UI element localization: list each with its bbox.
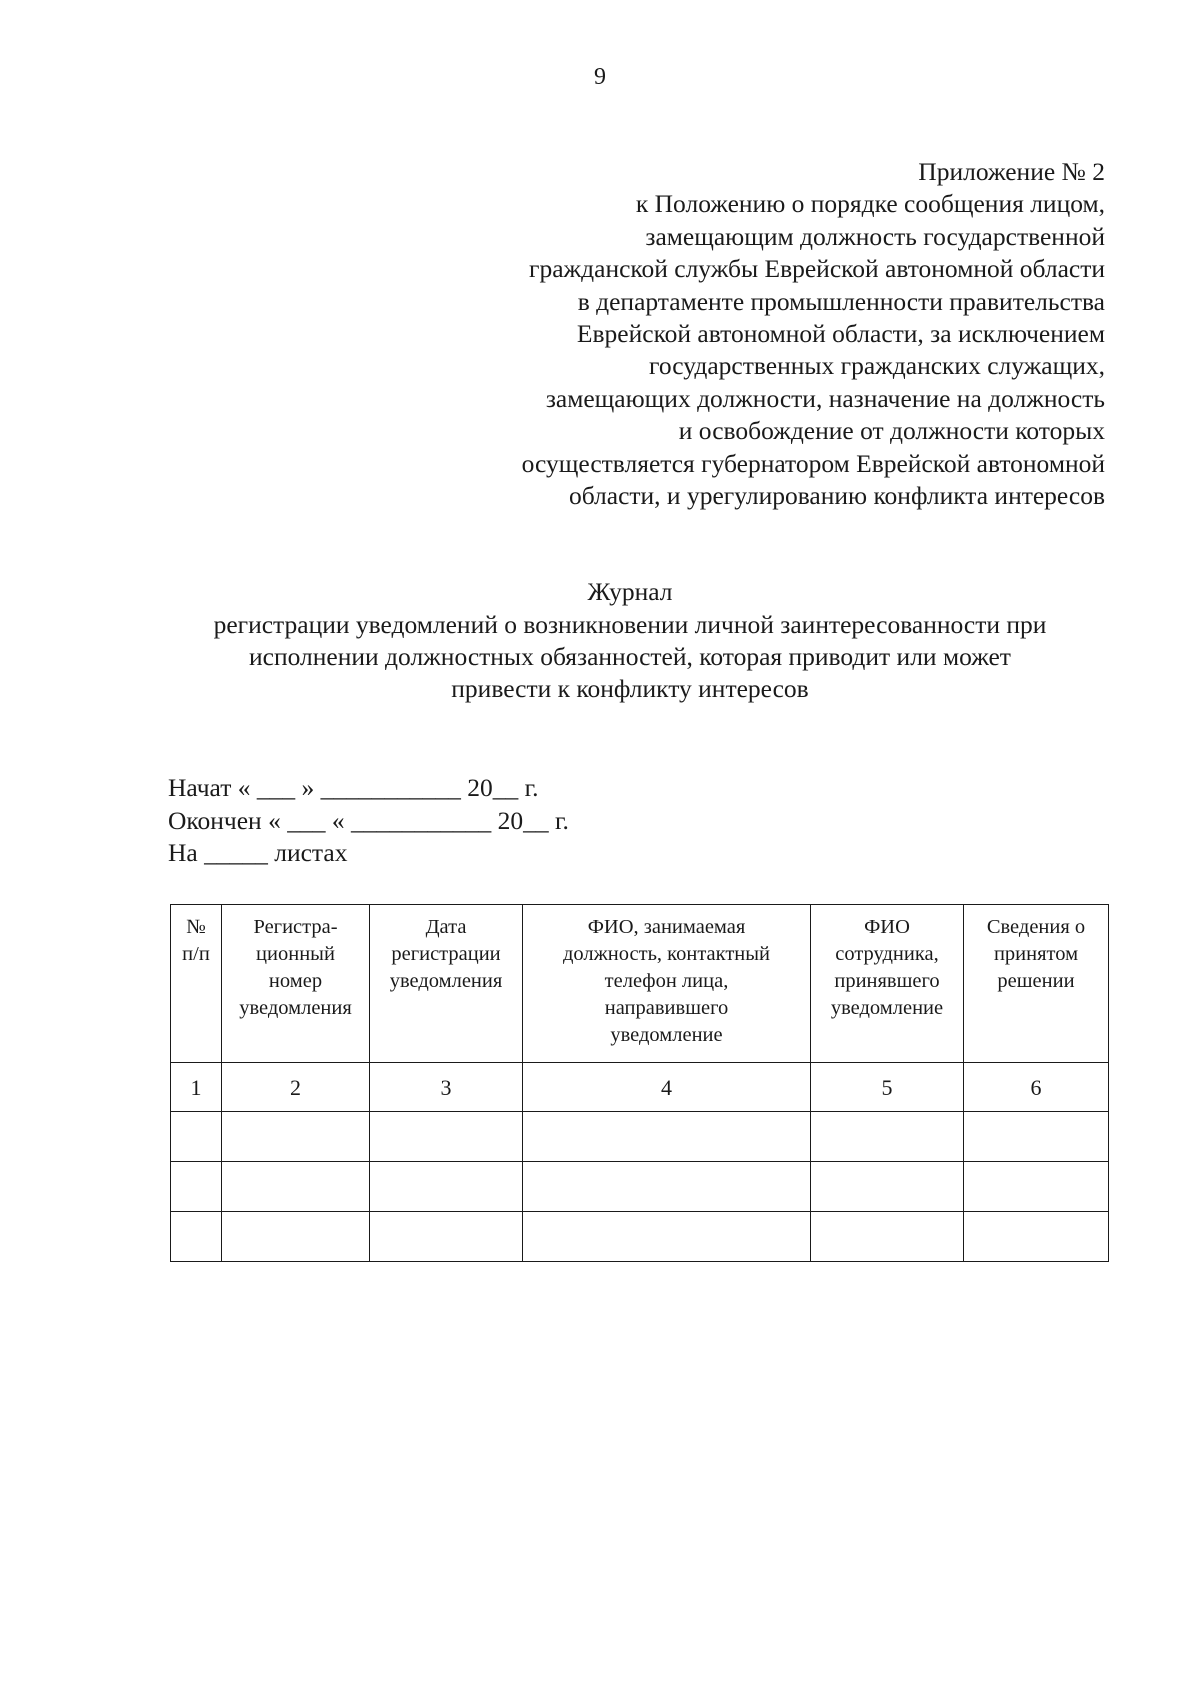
page-number: 9 [594, 64, 606, 90]
empty-cell [964, 1112, 1109, 1162]
sheets-line: На _____ листах [168, 838, 348, 867]
registration-table [170, 904, 1109, 1262]
header-cell-sender: ФИО, занимаемая должность, контактный телефон лица, направившего уведомление [523, 905, 811, 1063]
table-header-row [171, 905, 1109, 1063]
header-cell-reg-date: Дата регистрации уведомления [370, 905, 523, 1063]
empty-cell [370, 1162, 523, 1212]
journal-subtitle-line: исполнении должностных обязанностей, которая приводит или может [249, 642, 1011, 671]
appendix-line: области, и урегулированию конфликта интересов [568, 481, 1105, 511]
header-cell-receiver: ФИО сотрудника, принявшего уведомление [811, 905, 964, 1063]
appendix-line: Приложение № 2 [918, 157, 1105, 186]
column-number-cell: 5 [811, 1063, 964, 1112]
empty-cell [964, 1162, 1109, 1212]
empty-cell [811, 1162, 964, 1212]
journal-heading [140, 576, 1120, 705]
empty-cell [811, 1212, 964, 1262]
table-row [171, 1112, 1109, 1162]
appendix-line: осуществляется губернатором Еврейской автономной [521, 448, 1105, 478]
table-row [171, 1212, 1109, 1262]
appendix-line: государственных гражданских служащих, [649, 351, 1105, 381]
journal-subtitle-line: регистрации уведомлений о возникновении личной заинтересованности при [213, 610, 1047, 639]
started-line: Начат « ___ » ___________ 20__ г. [168, 773, 539, 802]
appendix-line: Еврейской автономной области, за исключением [576, 319, 1105, 349]
column-number-cell: 2 [222, 1063, 370, 1112]
empty-cell [811, 1112, 964, 1162]
header-cell-decision: Сведения о принятом решении [964, 905, 1109, 1063]
empty-cell [964, 1212, 1109, 1262]
empty-cell [171, 1112, 222, 1162]
column-number-cell: 4 [523, 1063, 811, 1112]
empty-cell [370, 1212, 523, 1262]
column-number-cell: 6 [964, 1063, 1109, 1112]
header-cell-reg-number: Регистра- ционный номер уведомления [222, 905, 370, 1063]
appendix-line: замещающим должность государственной [645, 221, 1105, 251]
empty-cell [523, 1162, 811, 1212]
column-number-cell: 1 [171, 1063, 222, 1112]
empty-cell [171, 1212, 222, 1262]
appendix-line: и освобождение от должности которых [678, 416, 1105, 446]
empty-cell [171, 1162, 222, 1212]
empty-cell [523, 1212, 811, 1262]
table-row [171, 1162, 1109, 1212]
appendix-line: гражданской службы Еврейской автономной области [529, 254, 1105, 284]
empty-cell [222, 1212, 370, 1262]
ended-line: Окончен « ___ « ___________ 20__ г. [168, 805, 569, 835]
empty-cell [370, 1112, 523, 1162]
journal-title: Журнал [587, 577, 673, 606]
column-number-cell: 3 [370, 1063, 523, 1112]
column-number-row [171, 1063, 1109, 1112]
appendix-line: к Положению о порядке сообщения лицом, [635, 189, 1105, 219]
journal-meta [168, 772, 569, 870]
empty-cell [523, 1112, 811, 1162]
empty-cell [222, 1162, 370, 1212]
header-cell-number: № п/п [171, 905, 222, 1063]
empty-cell [222, 1112, 370, 1162]
appendix-line: в департаменте промышленности правительства [577, 286, 1105, 316]
journal-subtitle-line: привести к конфликту интересов [451, 674, 809, 703]
appendix-block [405, 156, 1105, 512]
appendix-line: замещающих должности, назначение на должность [545, 383, 1105, 413]
